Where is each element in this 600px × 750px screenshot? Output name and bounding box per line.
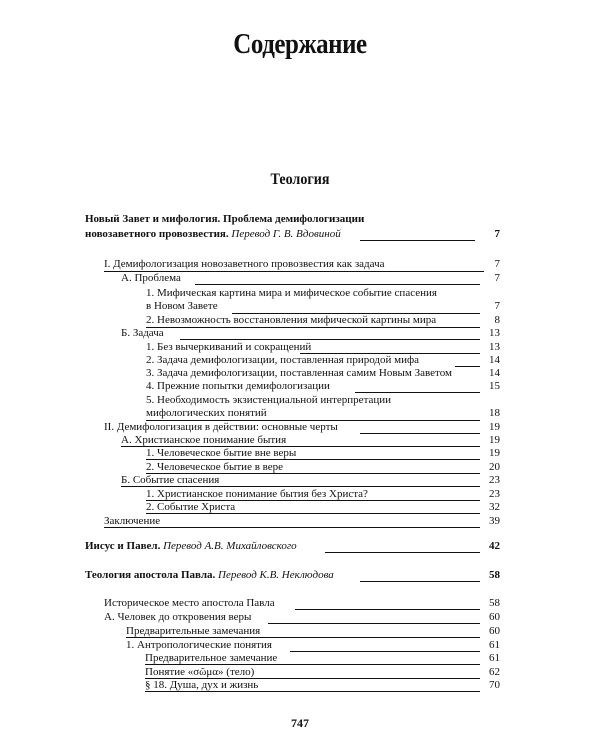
page-title: Содержание [233,28,367,60]
leader-line [121,486,480,487]
toc-entry-page: 19 [489,434,500,446]
toc-entry-title: 5. Необходимость экзистенциальной интерпретации [146,394,392,406]
leader-line [195,284,480,285]
leader-line [360,240,475,241]
toc-entry-page: 70 [489,679,500,691]
toc-entry-title: А. Христианское понимание бытия [121,434,287,446]
toc-entry-page: 15 [489,380,500,392]
toc-entry-title: 1. Мифическая картина мира и мифическое событие спасения [146,287,437,299]
toc-entry-page: 58 [489,569,500,581]
toc-entry-title: Иисус и Павел. Перевод А.В. Михайловского [85,540,297,552]
leader-line [360,581,480,582]
toc-entry-page: 62 [489,666,500,678]
translator-note: Перевод А.В. Михайловского [163,540,297,552]
leader-line [295,609,480,610]
toc-entry-title: 2. Невозможность восстановления мифической картины мира [146,314,437,326]
toc-entry-title: 2. Человеческое бытие в вере [146,461,284,473]
toc-entry-title: 2. Задача демифологизации, поставленная природой мифа [146,354,419,366]
toc-entry-page: 39 [489,515,500,527]
toc-entry-page: 7 [494,258,500,270]
toc-entry-page: 32 [489,501,500,513]
toc-entry-page: 60 [489,625,500,637]
leader-line [360,433,480,434]
toc-entry-page: 23 [489,488,500,500]
leader-line [146,513,480,514]
toc-entry-page: 19 [489,447,500,459]
toc-entry-title: 2. Событие Христа [146,501,236,513]
toc-entry-title: Заключение [104,515,161,527]
leader-line [126,637,480,638]
toc-entry-page: 18 [489,407,500,419]
toc-entry-page: 19 [489,421,500,433]
toc-entry-page: 23 [489,474,500,486]
translator-note: Перевод К.В. Неклюдова [218,569,334,581]
toc-entry-title: Новый Завет и мифология. Проблема демифологизации [85,213,365,225]
leader-line [146,327,480,328]
toc-entry-page: 7 [494,272,500,284]
toc-entry-page: 13 [489,341,500,353]
toc-entry-page: 14 [489,367,500,379]
leader-line [145,664,480,665]
toc-entry-title: Историческое место апостола Павла [104,597,275,609]
leader-line [104,527,480,528]
toc-entry-title: II. Демифологизация в действии: основные черты [104,421,338,433]
toc-entry-title: I. Демифологизация новозаветного провозвестия как задача [104,258,385,270]
leader-line [145,691,480,692]
toc-entry-title: новозаветного провозвестия. Перевод Г. В. Вдовиной [85,228,341,240]
leader-line [355,392,480,393]
toc-entry-title: 1. Христианское понимание бытия без Христа? [146,488,368,500]
toc-entry-page: 42 [489,540,500,552]
toc-entry-page: 58 [489,597,500,609]
toc-entry-page: 60 [489,611,500,623]
toc-entry-title: Б. Задача [121,327,164,339]
toc-entry-title: Б. Событие спасения [121,474,220,486]
toc-entry-title: А. Человек до откровения веры [104,611,252,623]
toc-entry-page: 61 [489,652,500,664]
toc-entry-title: Теология апостола Павла. Перевод К.В. Неклюдова [85,569,334,581]
leader-line [325,552,480,553]
section-title: Теология [270,171,330,188]
toc-entry-page: 7 [494,300,500,312]
toc-entry-title: Понятие «σῶμα» (тело) [145,666,255,678]
toc-entry-title: мифологических понятий [146,407,267,419]
leader-line [268,623,480,624]
leader-line [290,651,480,652]
toc-entry-title: § 18. Душа, дух и жизнь [145,679,259,691]
toc-entry-page: 8 [494,314,500,326]
page-number: 747 [291,716,309,730]
toc-entry-title: 1. Человеческое бытие вне веры [146,447,297,459]
toc-entry-title: в Новом Завете [146,300,218,312]
translator-note: Перевод Г. В. Вдовиной [231,228,341,240]
toc-entry-page: 7 [494,228,500,240]
leader-line [146,459,480,460]
toc-entry-page: 61 [489,639,500,651]
toc-entry-title: 3. Задача демифологизации, поставленная самим Новым Заветом [146,367,452,379]
leader-line [180,339,480,340]
toc-entry-title: 1. Без вычеркиваний и сокращений [146,341,312,353]
toc-entry-title: 1. Антропологические понятия [126,639,272,651]
toc-entry-title: Предварительное замечание [145,652,278,664]
toc-entry-page: 14 [489,354,500,366]
toc-entry-page: 20 [489,461,500,473]
toc-entry-page: 13 [489,327,500,339]
toc-entry-title: А. Проблема [121,272,181,284]
toc-entry-title: 4. Прежние попытки демифологизации [146,380,330,392]
toc-entry-title: Предварительные замечания [126,625,261,637]
